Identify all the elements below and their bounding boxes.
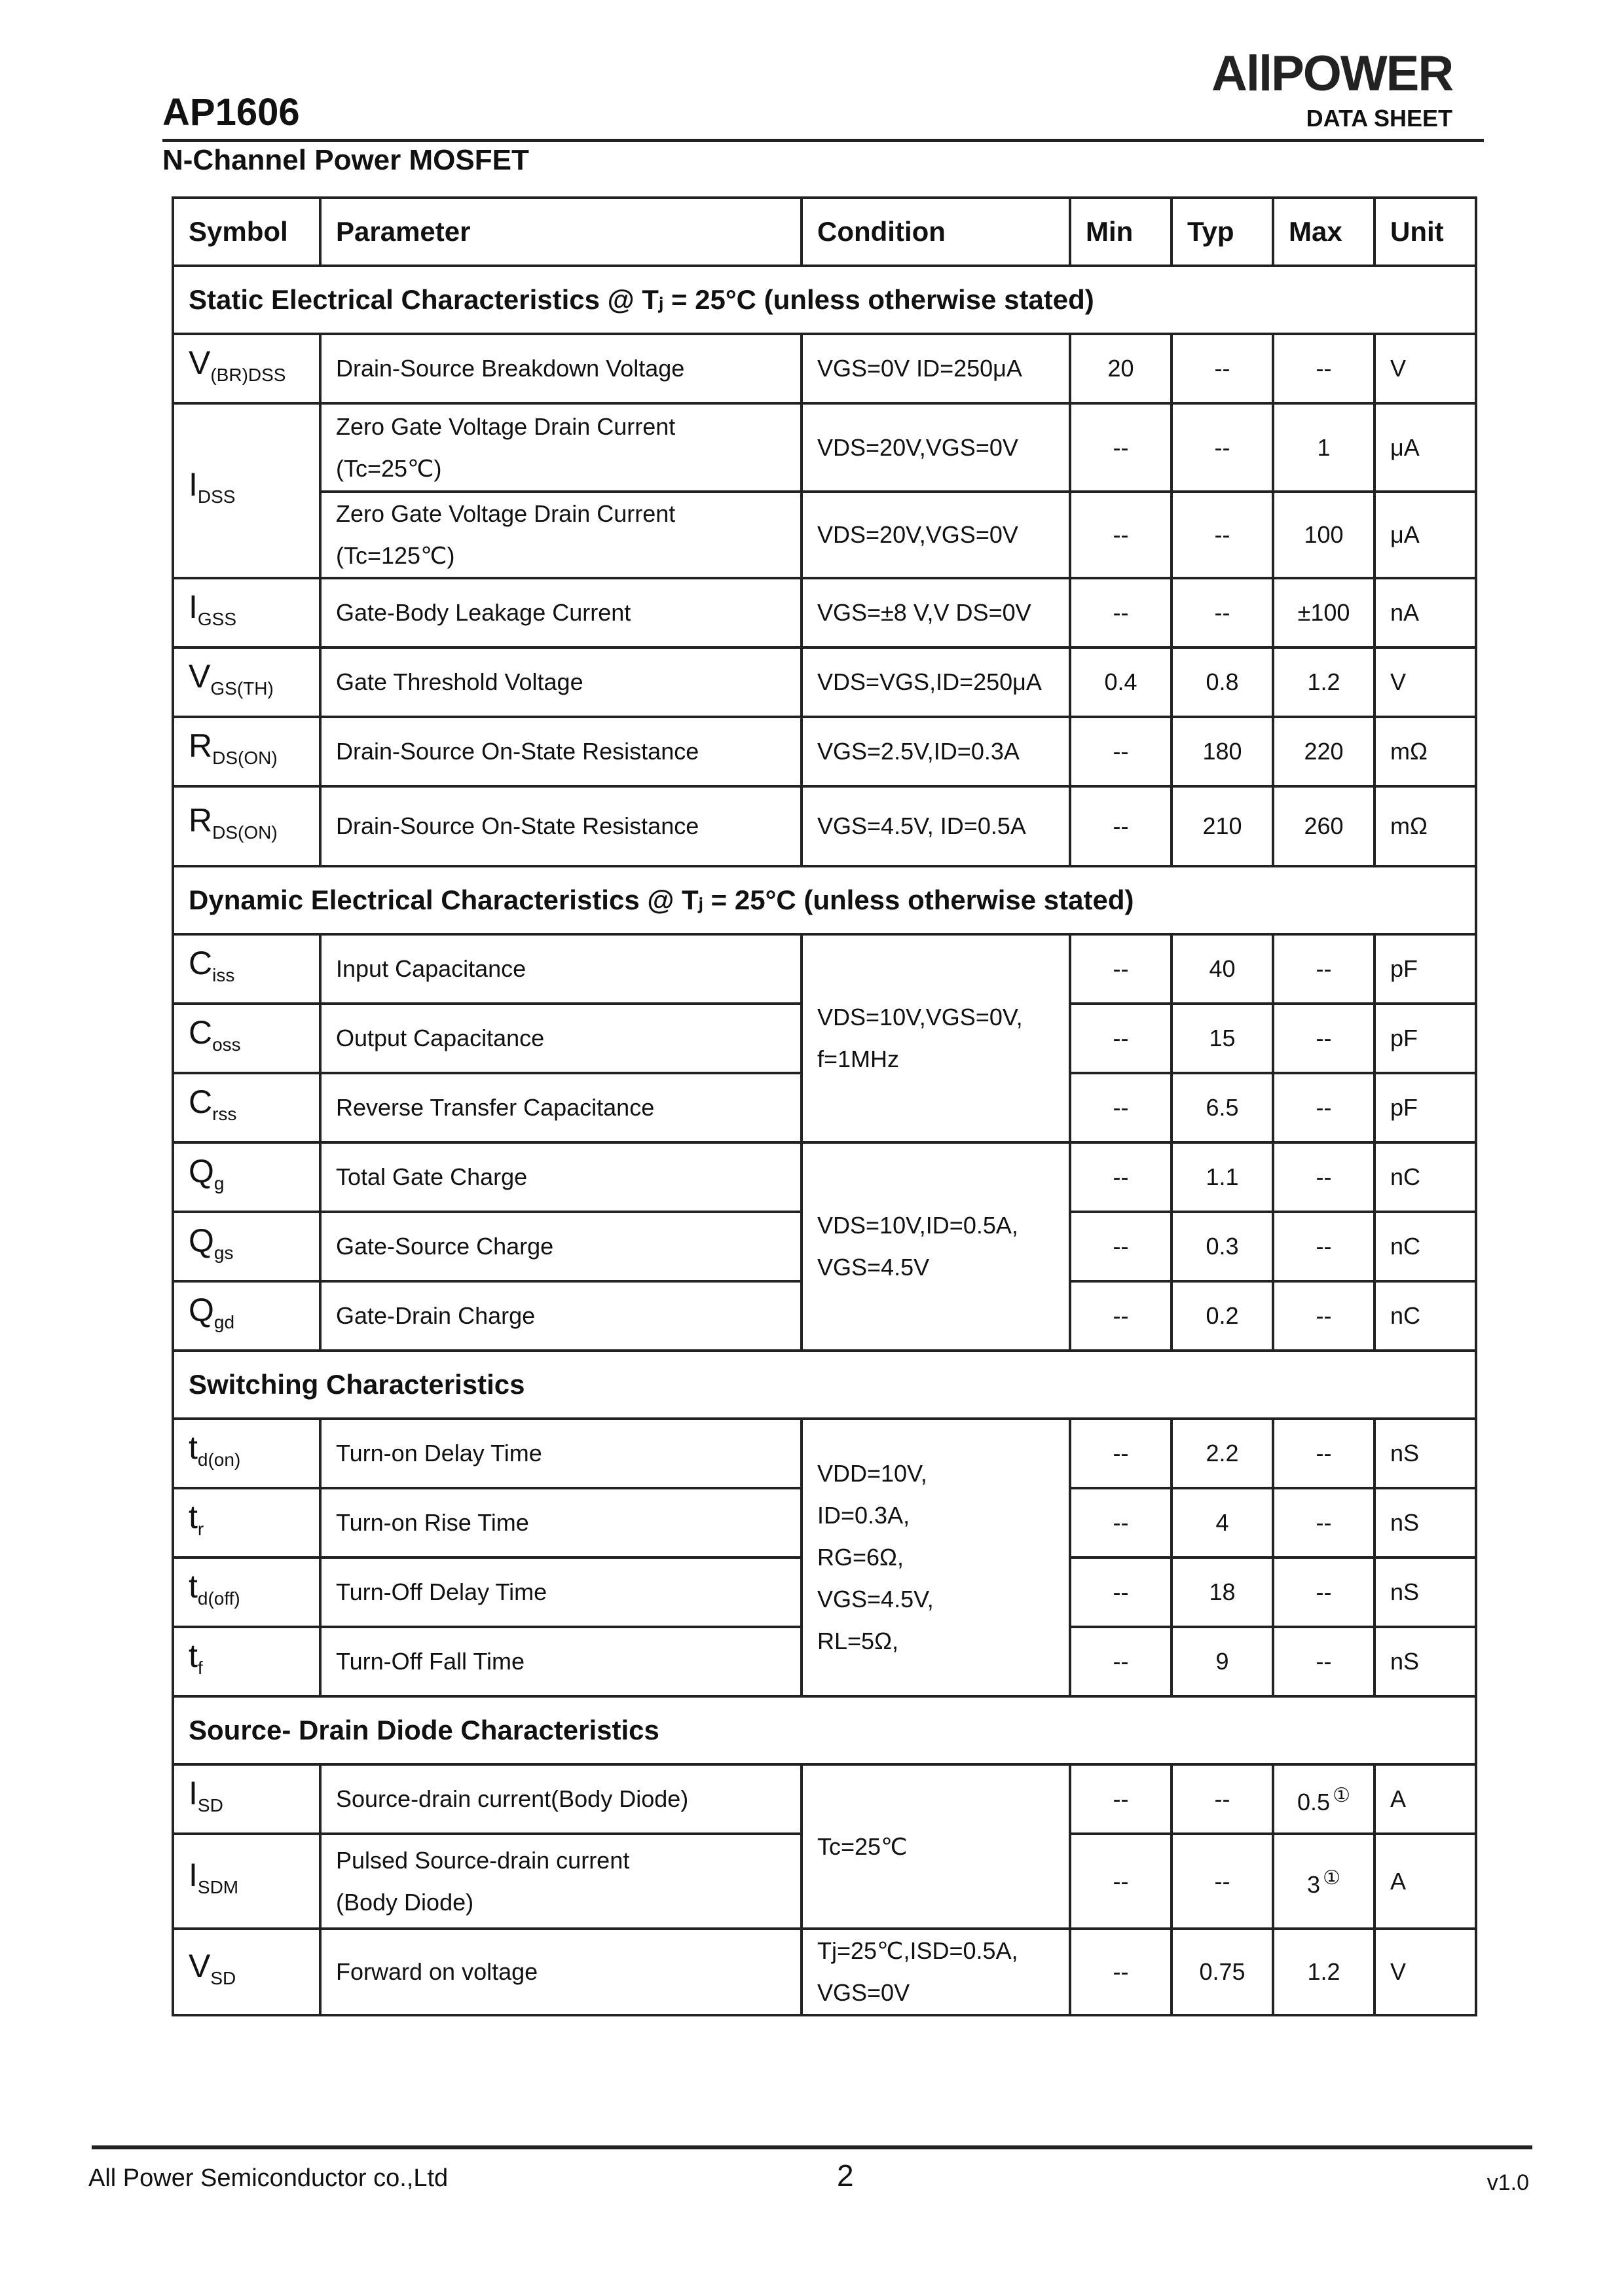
table-header-row: [173, 198, 1476, 266]
section-row-diode: [173, 1696, 1476, 1764]
col-header-unit: Unit: [1375, 198, 1476, 266]
min-cell: --: [1070, 1073, 1172, 1142]
condition-cell: VDS=20V,VGS=0V: [802, 492, 1070, 578]
max-cell: 3 ①: [1273, 1834, 1375, 1929]
typ-cell: 210: [1172, 786, 1273, 866]
symbol-qg: $Q_g$: [173, 1142, 320, 1212]
condition-cell: VDS=VGS,ID=250μA: [802, 647, 1070, 717]
min-cell: --: [1070, 403, 1172, 492]
max-cell: --: [1273, 1004, 1375, 1073]
table-row: [173, 1142, 1476, 1212]
typ-cell: 18: [1172, 1558, 1273, 1627]
max-cell: --: [1273, 334, 1375, 403]
unit-cell: mΩ: [1375, 786, 1476, 866]
condition-cell: VGS=4.5V, ID=0.5A: [802, 786, 1070, 866]
symbol-tf: $t_f$: [173, 1627, 320, 1696]
max-cell: --: [1273, 1073, 1375, 1142]
min-cell: --: [1070, 1419, 1172, 1488]
param-cell: Zero Gate Voltage Drain Current (Tc=25℃): [320, 403, 802, 492]
header-divider: [162, 139, 1484, 142]
max-cell: 0.5 ①: [1273, 1764, 1375, 1834]
max-cell: 220: [1273, 717, 1375, 786]
typ-cell: 0.3: [1172, 1212, 1273, 1281]
unit-cell: V: [1375, 334, 1476, 403]
param-cell: Gate Threshold Voltage: [320, 647, 802, 717]
section-title-static: Static Electrical Characteristics @ Tⱼ = 25°C (unless otherwise stated): [173, 266, 1476, 334]
symbol-vsd: $V_{SD}$: [173, 1929, 320, 2015]
min-cell: --: [1070, 786, 1172, 866]
typ-cell: --: [1172, 1764, 1273, 1834]
condition-cell: Tj=25℃,ISD=0.5A, VGS=0V: [802, 1929, 1070, 2015]
symbol-crss: $C_{rss}$: [173, 1073, 320, 1142]
symbol-idss: $I_{DSS}$: [173, 403, 320, 578]
min-cell: --: [1070, 717, 1172, 786]
typ-cell: 40: [1172, 934, 1273, 1004]
min-cell: --: [1070, 1834, 1172, 1929]
param-cell: Output Capacitance: [320, 1004, 802, 1073]
min-cell: --: [1070, 1558, 1172, 1627]
unit-cell: V: [1375, 1929, 1476, 2015]
symbol-tdoff: $t_{d(off)}$: [173, 1558, 320, 1627]
section-row-dynamic: [173, 866, 1476, 934]
symbol-rdson: $R_{DS(ON)}$: [173, 786, 320, 866]
param-cell: Turn-on Delay Time: [320, 1419, 802, 1488]
symbol-vbrdss: $V_{(BR)DSS}$: [173, 334, 320, 403]
param-cell: Drain-Source On-State Resistance: [320, 786, 802, 866]
unit-cell: nC: [1375, 1142, 1476, 1212]
unit-cell: μA: [1375, 492, 1476, 578]
col-header-typ: Typ: [1172, 198, 1273, 266]
unit-cell: nC: [1375, 1281, 1476, 1351]
doc-type-label: DATA SHEET: [1306, 105, 1452, 132]
symbol-isdm: $I_{SDM}$: [173, 1834, 320, 1929]
unit-cell: pF: [1375, 934, 1476, 1004]
param-cell: Gate-Drain Charge: [320, 1281, 802, 1351]
min-cell: --: [1070, 492, 1172, 578]
typ-cell: 0.8: [1172, 647, 1273, 717]
min-cell: --: [1070, 578, 1172, 647]
max-cell: ±100: [1273, 578, 1375, 647]
min-cell: 0.4: [1070, 647, 1172, 717]
table-row: [173, 492, 1476, 578]
symbol-tdon: $t_{d(on)}$: [173, 1419, 320, 1488]
typ-cell: --: [1172, 334, 1273, 403]
max-cell: --: [1273, 1212, 1375, 1281]
min-cell: --: [1070, 1929, 1172, 2015]
table-row: [173, 1419, 1476, 1488]
col-header-min: Min: [1070, 198, 1172, 266]
typ-cell: 0.2: [1172, 1281, 1273, 1351]
allpower-logo: [1211, 47, 1486, 100]
typ-cell: 2.2: [1172, 1419, 1273, 1488]
electrical-characteristics-table: [172, 196, 1477, 2016]
min-cell: --: [1070, 1281, 1172, 1351]
condition-cell-diode: Tc=25℃: [802, 1764, 1070, 1929]
footnote-marker: ①: [1323, 1867, 1340, 1889]
table-row: [173, 334, 1476, 403]
condition-cell-gate-charge: VDS=10V,ID=0.5A, VGS=4.5V: [802, 1142, 1070, 1351]
param-cell: Gate-Body Leakage Current: [320, 578, 802, 647]
param-cell: Pulsed Source-drain current (Body Diode): [320, 1834, 802, 1929]
part-number: AP1606: [162, 91, 300, 134]
unit-cell: pF: [1375, 1004, 1476, 1073]
typ-cell: --: [1172, 1834, 1273, 1929]
min-cell: --: [1070, 1212, 1172, 1281]
table-row: [173, 647, 1476, 717]
doc-version: v1.0: [1486, 2170, 1529, 2195]
unit-cell: nA: [1375, 578, 1476, 647]
page-number: 2: [837, 2159, 854, 2193]
min-cell: --: [1070, 1764, 1172, 1834]
typ-cell: 4: [1172, 1488, 1273, 1558]
table-row: [173, 403, 1476, 492]
param-cell: Turn-Off Fall Time: [320, 1627, 802, 1696]
max-cell: --: [1273, 1281, 1375, 1351]
condition-cell: VDS=20V,VGS=0V: [802, 403, 1070, 492]
unit-cell: nS: [1375, 1627, 1476, 1696]
param-cell: Forward on voltage: [320, 1929, 802, 2015]
table-row: [173, 578, 1476, 647]
section-title-switching: Switching Characteristics: [173, 1351, 1476, 1419]
typ-cell: 6.5: [1172, 1073, 1273, 1142]
typ-cell: 0.75: [1172, 1929, 1273, 2015]
condition-cell: VGS=±8 V,V DS=0V: [802, 578, 1070, 647]
section-row-switching: [173, 1351, 1476, 1419]
unit-cell: A: [1375, 1764, 1476, 1834]
symbol-vgsth: $V_{GS(TH)}$: [173, 647, 320, 717]
unit-cell: pF: [1375, 1073, 1476, 1142]
min-cell: --: [1070, 1627, 1172, 1696]
max-cell: --: [1273, 1558, 1375, 1627]
unit-cell: μA: [1375, 403, 1476, 492]
symbol-igss: $I_{GSS}$: [173, 578, 320, 647]
symbol-isd: $I_{SD}$: [173, 1764, 320, 1834]
max-cell: --: [1273, 1419, 1375, 1488]
table-row: [173, 717, 1476, 786]
symbol-coss: $C_{oss}$: [173, 1004, 320, 1073]
condition-cell: VGS=2.5V,ID=0.3A: [802, 717, 1070, 786]
symbol-tr: $t_r$: [173, 1488, 320, 1558]
min-cell: --: [1070, 1004, 1172, 1073]
unit-cell: nC: [1375, 1212, 1476, 1281]
param-cell: Input Capacitance: [320, 934, 802, 1004]
param-cell: Turn-on Rise Time: [320, 1488, 802, 1558]
footnote-marker: ①: [1333, 1785, 1350, 1806]
max-cell: 1.2: [1273, 647, 1375, 717]
param-cell: Total Gate Charge: [320, 1142, 802, 1212]
col-header-parameter: Parameter: [320, 198, 802, 266]
min-cell: --: [1070, 934, 1172, 1004]
condition-cell-capacitance: VDS=10V,VGS=0V, f=1MHz: [802, 934, 1070, 1142]
col-header-symbol: Symbol: [173, 198, 320, 266]
unit-cell: nS: [1375, 1488, 1476, 1558]
table-row: [173, 1929, 1476, 2015]
max-cell: 1: [1273, 403, 1375, 492]
typ-cell: --: [1172, 403, 1273, 492]
max-cell: --: [1273, 934, 1375, 1004]
symbol-qgd: $Q_{gd}$: [173, 1281, 320, 1351]
max-cell: --: [1273, 1142, 1375, 1212]
param-cell: Turn-Off Delay Time: [320, 1558, 802, 1627]
col-header-condition: Condition: [802, 198, 1070, 266]
footer-company: All Power Semiconductor co.,Ltd: [88, 2164, 449, 2192]
table-row: [173, 1764, 1476, 1834]
col-header-max: Max: [1273, 198, 1375, 266]
unit-cell: A: [1375, 1834, 1476, 1929]
symbol-rdson: $R_{DS(ON)}$: [173, 717, 320, 786]
table-row: [173, 934, 1476, 1004]
param-cell: Source-drain current(Body Diode): [320, 1764, 802, 1834]
typ-cell: 180: [1172, 717, 1273, 786]
unit-cell: mΩ: [1375, 717, 1476, 786]
max-cell: 1.2: [1273, 1929, 1375, 2015]
symbol-ciss: $C_{iss}$: [173, 934, 320, 1004]
param-cell: Drain-Source On-State Resistance: [320, 717, 802, 786]
param-cell: Drain-Source Breakdown Voltage: [320, 334, 802, 403]
max-cell: --: [1273, 1627, 1375, 1696]
section-title-dynamic: Dynamic Electrical Characteristics @ Tⱼ = 25°C (unless otherwise stated): [173, 866, 1476, 934]
max-cell: 260: [1273, 786, 1375, 866]
max-cell: --: [1273, 1488, 1375, 1558]
max-cell: 100: [1273, 492, 1375, 578]
unit-cell: nS: [1375, 1558, 1476, 1627]
min-cell: --: [1070, 1142, 1172, 1212]
typ-cell: --: [1172, 492, 1273, 578]
typ-cell: --: [1172, 578, 1273, 647]
param-cell: Reverse Transfer Capacitance: [320, 1073, 802, 1142]
param-cell: Zero Gate Voltage Drain Current (Tc=125℃): [320, 492, 802, 578]
svg-text:AllPOWER: AllPOWER: [1211, 47, 1453, 100]
min-cell: --: [1070, 1488, 1172, 1558]
min-cell: 20: [1070, 334, 1172, 403]
footer-divider: [92, 2145, 1532, 2149]
typ-cell: 15: [1172, 1004, 1273, 1073]
condition-cell-switching: VDD=10V, ID=0.3A, RG=6Ω, VGS=4.5V, RL=5Ω,: [802, 1419, 1070, 1696]
section-title-diode: Source- Drain Diode Characteristics: [173, 1696, 1476, 1764]
symbol-qgs: $Q_{gs}$: [173, 1212, 320, 1281]
unit-cell: nS: [1375, 1419, 1476, 1488]
typ-cell: 9: [1172, 1627, 1273, 1696]
param-cell: Gate-Source Charge: [320, 1212, 802, 1281]
page-subtitle: N-Channel Power MOSFET: [162, 144, 529, 176]
condition-cell: VGS=0V ID=250μA: [802, 334, 1070, 403]
unit-cell: V: [1375, 647, 1476, 717]
section-row-static: [173, 266, 1476, 334]
typ-cell: 1.1: [1172, 1142, 1273, 1212]
table-row: [173, 786, 1476, 866]
